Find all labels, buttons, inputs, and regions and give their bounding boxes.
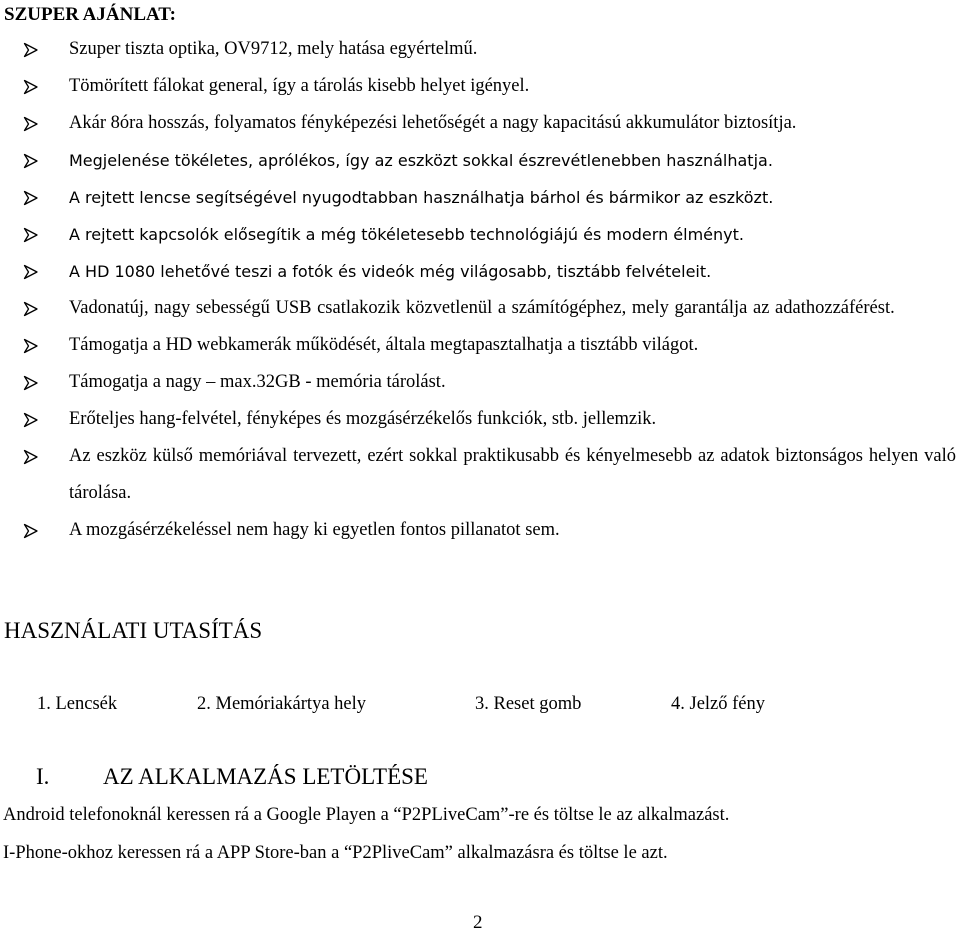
- download-title: AZ ALKALMAZÁS LETÖLTÉSE: [103, 764, 428, 789]
- feature-item: [0, 216, 960, 253]
- arrow-bullet-icon: [23, 68, 39, 105]
- arrow-bullet-icon: [23, 512, 39, 549]
- feature-text: A mozgásérzékeléssel nem hagy ki egyetlen fontos pillanatot sem.: [69, 520, 560, 540]
- arrow-bullet-icon: [23, 31, 39, 68]
- feature-text: Akár 8óra hosszás, folyamatos fényképezési lehetőségét a nagy kapacitású akkumulátor biztosítja.: [69, 113, 797, 133]
- arrow-bullet-icon: [23, 290, 39, 327]
- feature-item: [0, 253, 960, 290]
- arrow-bullet-icon: [23, 105, 39, 142]
- usage-title: HASZNÁLATI UTASÍTÁS: [4, 618, 263, 643]
- arrow-bullet-icon: [23, 142, 39, 179]
- part-label: 1. Lencsék: [37, 694, 118, 714]
- feature-item: [0, 401, 960, 438]
- feature-text: Megjelenése tökéletes, aprólékos, így az eszközt sokkal észrevétlenebben használhatja.: [69, 151, 773, 170]
- feature-item: [0, 179, 960, 216]
- feature-text: Erőteljes hang-felvétel, fényképes és mozgásérzékelős funkciók, stb. jellemzik.: [69, 409, 657, 429]
- feature-item: [0, 512, 960, 549]
- feature-item: [0, 290, 960, 327]
- iphone-instructions: I-Phone-okhoz keressen rá a APP Store-ban a “P2PliveCam” alkalmazásra és töltse le azt.: [3, 843, 668, 863]
- feature-text: A rejtett kapcsolók elősegítik a még tökéletesebb technológiájú és modern élményt.: [69, 225, 744, 244]
- feature-text: Vadonatúj, nagy sebességű USB csatlakozik közvetlenül a számítógéphez, mely garantálja az adathozzáférést.: [69, 298, 895, 318]
- part-label: 3. Reset gomb: [475, 694, 582, 714]
- page-number: 2: [473, 912, 483, 933]
- part-label: 2. Memóriakártya hely: [197, 694, 367, 714]
- arrow-bullet-icon: [23, 216, 39, 253]
- arrow-bullet-icon: [23, 364, 39, 401]
- arrow-bullet-icon: [23, 253, 39, 290]
- feature-text: A HD 1080 lehetővé teszi a fotók és videók még világosabb, tisztább felvételeit.: [69, 262, 712, 281]
- section-numeral: I.: [36, 764, 50, 789]
- part-label: 4. Jelző fény: [671, 694, 766, 714]
- parts-list: [0, 694, 960, 720]
- arrow-bullet-icon: [23, 179, 39, 216]
- arrow-bullet-icon: [23, 401, 39, 438]
- super-offer-title: SZUPER AJÁNLAT:: [4, 4, 176, 25]
- feature-text: Támogatja a nagy – max.32GB - memória tárolást.: [69, 372, 446, 392]
- feature-item: [0, 364, 960, 401]
- android-instructions: Android telefonoknál keressen rá a Google Playen a “P2PLiveCam”-re és töltse le az alkalmazást.: [3, 805, 730, 825]
- feature-item: [0, 31, 960, 68]
- feature-item: [0, 438, 960, 512]
- feature-text: A rejtett lencse segítségével nyugodtabban használhatja bárhol és bármikor az eszközt.: [69, 188, 774, 207]
- feature-item: [0, 327, 960, 364]
- feature-item: [0, 105, 960, 142]
- feature-list: [0, 31, 960, 549]
- feature-item: [0, 142, 960, 179]
- feature-text: Az eszköz külső memóriával tervezett, ezért sokkal praktikusabb és kényelmesebb az adatok biztonságos helyen való tárolása.: [69, 446, 956, 503]
- arrow-bullet-icon: [23, 438, 39, 475]
- arrow-bullet-icon: [23, 327, 39, 364]
- feature-text: Támogatja a HD webkamerák működését, általa megtapasztalhatja a tisztább világot.: [69, 335, 699, 355]
- feature-text: Tömörített fálokat general, így a tárolás kisebb helyet igényel.: [69, 76, 530, 96]
- feature-text: Szuper tiszta optika, OV9712, mely hatása egyértelmű.: [69, 39, 478, 59]
- feature-item: [0, 68, 960, 105]
